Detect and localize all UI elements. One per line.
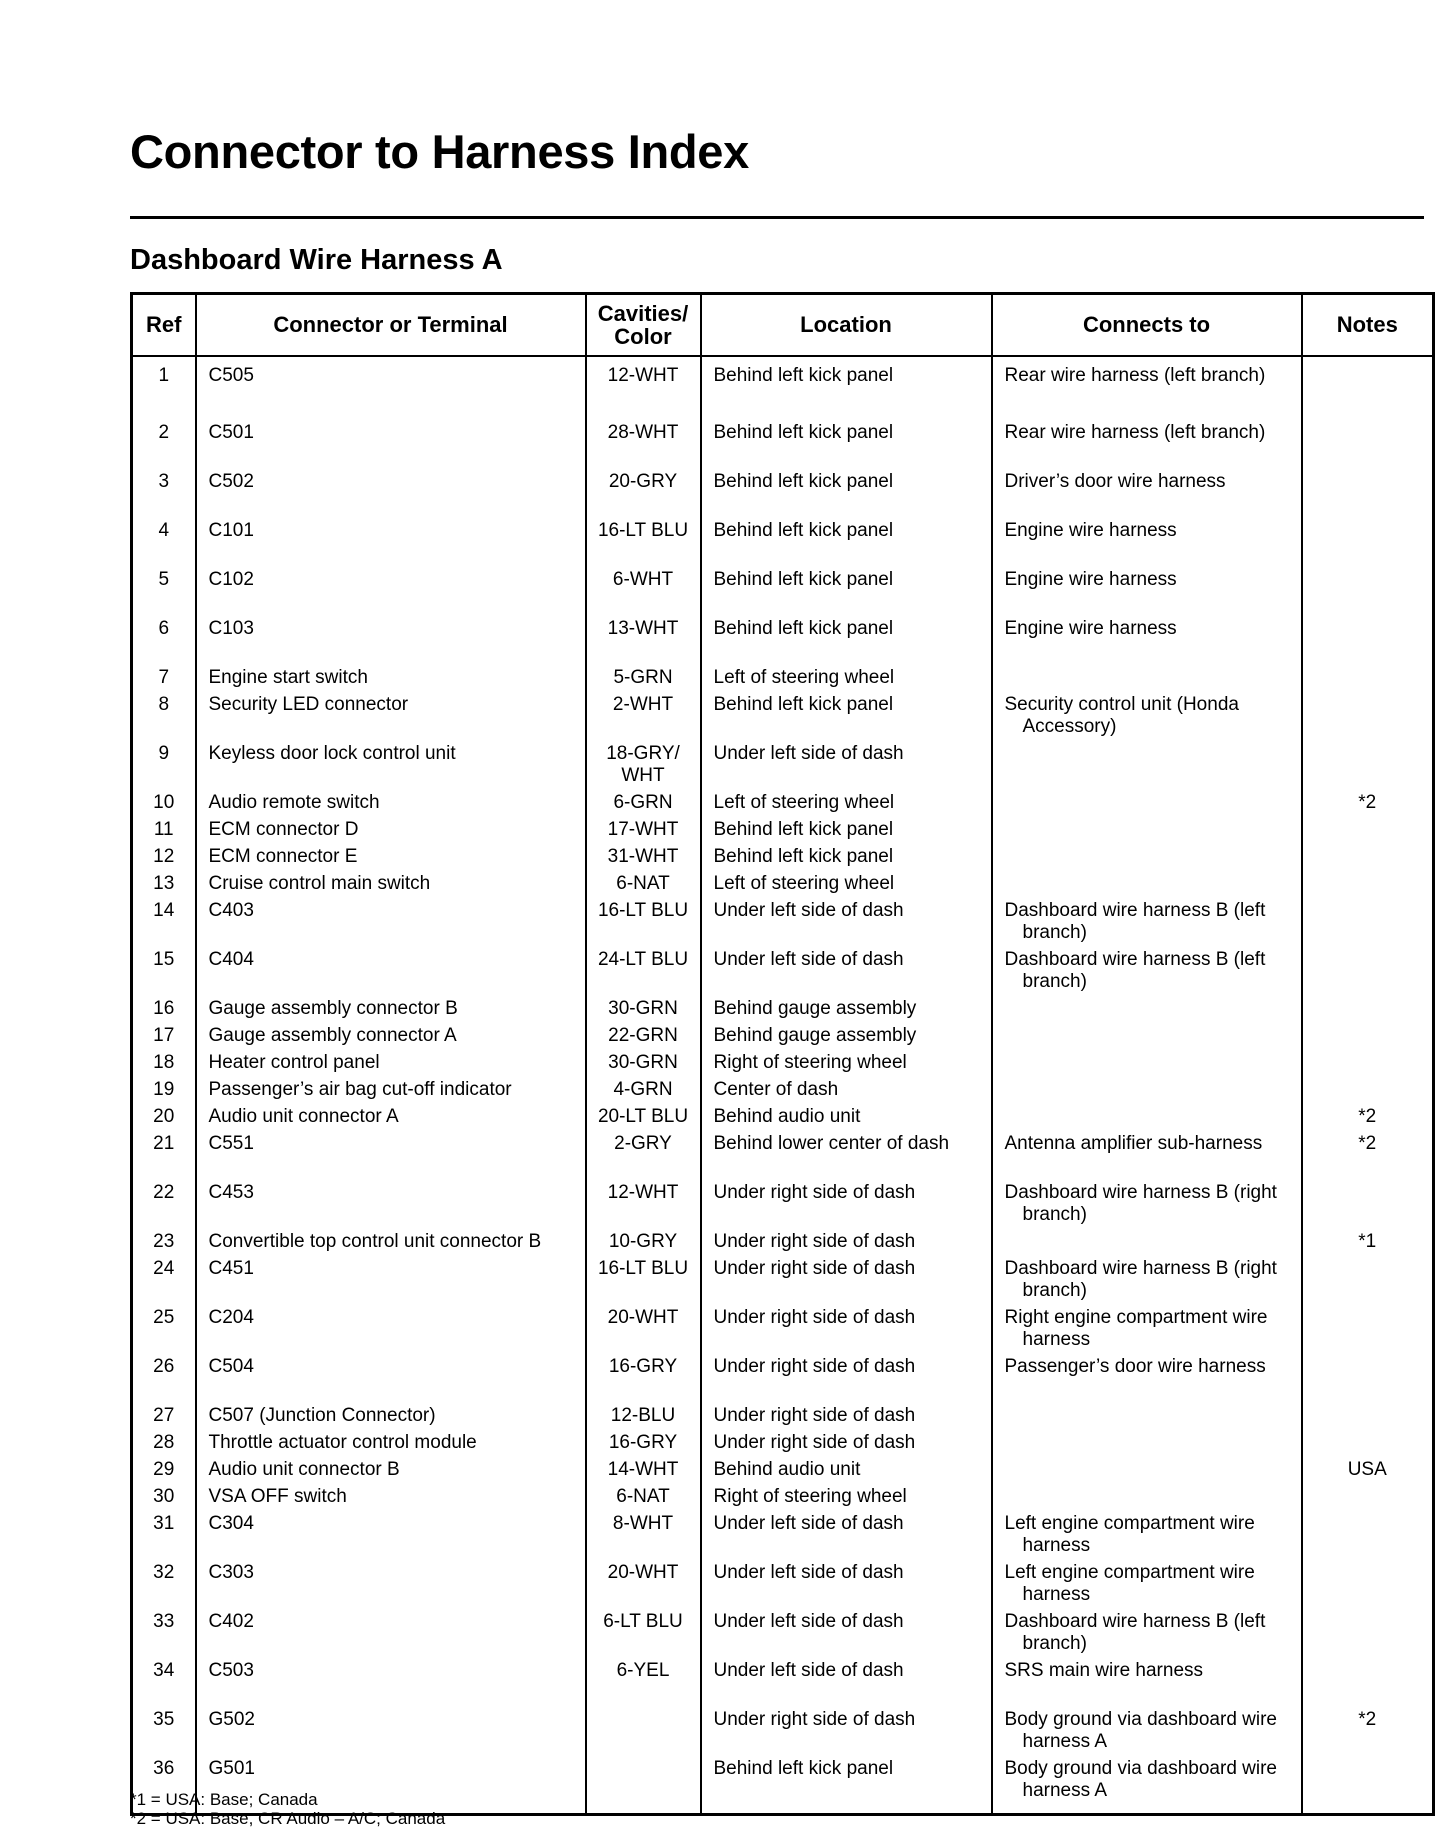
cell-ref: 22 [132, 1182, 196, 1231]
cell-cavities: 20-GRY [586, 471, 701, 520]
cell-connects-to: Dashboard wire harness B (left branch) [992, 1611, 1302, 1660]
cell-notes [1302, 694, 1434, 743]
cell-connects-to [992, 1405, 1302, 1432]
cell-notes [1302, 949, 1434, 998]
table-row [132, 900, 1434, 949]
cell-location: Behind left kick panel [701, 618, 992, 667]
cell-location: Behind left kick panel [701, 694, 992, 743]
cell-ref: 8 [132, 694, 196, 743]
cell-location: Behind left kick panel [701, 819, 992, 846]
cell-connector: Convertible top control unit connector B [196, 1231, 586, 1258]
table-row [132, 1052, 1434, 1079]
cell-notes [1302, 520, 1434, 569]
cell-ref: 1 [132, 356, 196, 422]
col-header-connects-to: Connects to [992, 294, 1302, 357]
cell-connector: G501 [196, 1758, 586, 1815]
cell-cavities: 8-WHT [586, 1513, 701, 1562]
header-row [132, 294, 1434, 357]
table-row [132, 1562, 1434, 1611]
cell-connects-to: Left engine compartment wire harness [992, 1513, 1302, 1562]
cell-location: Behind lower center of dash [701, 1133, 992, 1182]
table-row [132, 422, 1434, 471]
cell-connector: Gauge assembly connector B [196, 998, 586, 1025]
cell-location: Left of steering wheel [701, 667, 992, 694]
cell-location: Under left side of dash [701, 949, 992, 998]
cell-notes [1302, 900, 1434, 949]
cell-notes [1302, 998, 1434, 1025]
cell-connector: Engine start switch [196, 667, 586, 694]
cell-cavities: 2-GRY [586, 1133, 701, 1182]
cell-location: Under right side of dash [701, 1307, 992, 1356]
cell-location: Behind left kick panel [701, 471, 992, 520]
cell-connects-to: Rear wire harness (left branch) [992, 356, 1302, 422]
cell-location: Behind gauge assembly [701, 998, 992, 1025]
cell-connector: C101 [196, 520, 586, 569]
cell-location: Behind left kick panel [701, 569, 992, 618]
cell-cavities: 6-WHT [586, 569, 701, 618]
cell-cavities: 13-WHT [586, 618, 701, 667]
cell-connector: Audio remote switch [196, 792, 586, 819]
table-row [132, 1709, 1434, 1758]
cell-ref: 25 [132, 1307, 196, 1356]
cell-ref: 5 [132, 569, 196, 618]
cell-ref: 34 [132, 1660, 196, 1709]
table-row [132, 1258, 1434, 1307]
section-title: Dashboard Wire Harness A [130, 244, 503, 276]
table-row [132, 1133, 1434, 1182]
cell-ref: 7 [132, 667, 196, 694]
cell-ref: 2 [132, 422, 196, 471]
cell-connector: C451 [196, 1258, 586, 1307]
cell-connects-to: Dashboard wire harness B (right branch) [992, 1182, 1302, 1231]
cell-connects-to: Rear wire harness (left branch) [992, 422, 1302, 471]
table-row [132, 1356, 1434, 1405]
cell-connector: C507 (Junction Connector) [196, 1405, 586, 1432]
cell-ref: 29 [132, 1459, 196, 1486]
cell-connector: Audio unit connector A [196, 1106, 586, 1133]
cell-cavities: 12-WHT [586, 356, 701, 422]
cell-connects-to [992, 1106, 1302, 1133]
cell-connects-to [992, 1486, 1302, 1513]
table-row [132, 792, 1434, 819]
cell-location: Under left side of dash [701, 1611, 992, 1660]
table-row [132, 1182, 1434, 1231]
cell-location: Under left side of dash [701, 900, 992, 949]
cell-location: Under left side of dash [701, 1562, 992, 1611]
cell-cavities: 6-GRN [586, 792, 701, 819]
cell-location: Under left side of dash [701, 1513, 992, 1562]
cell-connector: VSA OFF switch [196, 1486, 586, 1513]
cell-connects-to: Driver’s door wire harness [992, 471, 1302, 520]
cell-connector: C204 [196, 1307, 586, 1356]
col-header-location: Location [701, 294, 992, 357]
cell-connects-to: SRS main wire harness [992, 1660, 1302, 1709]
title-divider [130, 216, 1424, 219]
cell-connector: C503 [196, 1660, 586, 1709]
cell-cavities [586, 1709, 701, 1758]
cell-connector: C403 [196, 900, 586, 949]
cell-ref: 24 [132, 1258, 196, 1307]
cell-connector: C505 [196, 356, 586, 422]
cell-connects-to [992, 1432, 1302, 1459]
cell-notes [1302, 1052, 1434, 1079]
harness-table [130, 292, 1435, 1816]
cell-connects-to: Antenna amplifier sub-harness [992, 1133, 1302, 1182]
cell-cavities [586, 1758, 701, 1815]
cell-location: Under right side of dash [701, 1432, 992, 1459]
cell-notes [1302, 1432, 1434, 1459]
cell-connector: C453 [196, 1182, 586, 1231]
table-row [132, 873, 1434, 900]
cell-connector: Security LED connector [196, 694, 586, 743]
cell-cavities: 17-WHT [586, 819, 701, 846]
cell-location: Behind audio unit [701, 1459, 992, 1486]
cell-location: Behind left kick panel [701, 520, 992, 569]
table-row [132, 846, 1434, 873]
cell-ref: 32 [132, 1562, 196, 1611]
cell-notes [1302, 1758, 1434, 1815]
cell-connects-to [992, 998, 1302, 1025]
cell-ref: 20 [132, 1106, 196, 1133]
cell-connects-to [992, 1231, 1302, 1258]
cell-ref: 27 [132, 1405, 196, 1432]
cell-ref: 18 [132, 1052, 196, 1079]
cell-cavities: 16-LT BLU [586, 900, 701, 949]
cell-ref: 10 [132, 792, 196, 819]
cell-connector: ECM connector E [196, 846, 586, 873]
cell-ref: 12 [132, 846, 196, 873]
cell-connects-to: Engine wire harness [992, 618, 1302, 667]
cell-ref: 15 [132, 949, 196, 998]
cell-ref: 17 [132, 1025, 196, 1052]
table-row [132, 356, 1434, 422]
cell-location: Under right side of dash [701, 1258, 992, 1307]
table-row [132, 569, 1434, 618]
cell-notes [1302, 471, 1434, 520]
cell-connects-to [992, 1025, 1302, 1052]
cell-connector: C501 [196, 422, 586, 471]
cell-connector: C304 [196, 1513, 586, 1562]
cell-notes [1302, 1486, 1434, 1513]
cell-notes [1302, 356, 1434, 422]
cell-location: Left of steering wheel [701, 873, 992, 900]
cell-ref: 23 [132, 1231, 196, 1258]
cell-connector: Heater control panel [196, 1052, 586, 1079]
cell-connector: Cruise control main switch [196, 873, 586, 900]
cell-ref: 19 [132, 1079, 196, 1106]
cell-notes [1302, 873, 1434, 900]
cell-notes [1302, 1307, 1434, 1356]
cell-notes [1302, 1513, 1434, 1562]
table-row [132, 1660, 1434, 1709]
cell-location: Right of steering wheel [701, 1486, 992, 1513]
cell-connector: C103 [196, 618, 586, 667]
cell-connects-to [992, 1459, 1302, 1486]
cell-cavities: 24-LT BLU [586, 949, 701, 998]
cell-ref: 11 [132, 819, 196, 846]
cell-ref: 35 [132, 1709, 196, 1758]
cell-connects-to: Dashboard wire harness B (right branch) [992, 1258, 1302, 1307]
cell-connects-to: Body ground via dashboard wire harness A [992, 1758, 1302, 1815]
cell-notes [1302, 422, 1434, 471]
cell-cavities: 20-LT BLU [586, 1106, 701, 1133]
cell-notes: *2 [1302, 792, 1434, 819]
cell-ref: 30 [132, 1486, 196, 1513]
cell-location: Center of dash [701, 1079, 992, 1106]
table-row [132, 1307, 1434, 1356]
table-row [132, 1513, 1434, 1562]
cell-location: Behind audio unit [701, 1106, 992, 1133]
cell-connector: Throttle actuator control module [196, 1432, 586, 1459]
cell-location: Under right side of dash [701, 1709, 992, 1758]
cell-connector: Passenger’s air bag cut-off indicator [196, 1079, 586, 1106]
cell-connector: C502 [196, 471, 586, 520]
footnote: *2 = USA: Base, CR Audio – A/C; Canada [130, 1809, 446, 1828]
cell-cavities: 14-WHT [586, 1459, 701, 1486]
cell-cavities: 16-GRY [586, 1432, 701, 1459]
cell-location: Behind left kick panel [701, 356, 992, 422]
cell-connector: C551 [196, 1133, 586, 1182]
cell-notes [1302, 1611, 1434, 1660]
table-row [132, 1432, 1434, 1459]
cell-cavities: 6-NAT [586, 873, 701, 900]
cell-location: Under right side of dash [701, 1405, 992, 1432]
cell-connects-to [992, 792, 1302, 819]
cell-connects-to [992, 743, 1302, 792]
cell-notes [1302, 1079, 1434, 1106]
table-row [132, 743, 1434, 792]
col-header-ref: Ref [132, 294, 196, 357]
table-row [132, 520, 1434, 569]
table-row [132, 1231, 1434, 1258]
cell-cavities: 16-GRY [586, 1356, 701, 1405]
cell-cavities: 16-LT BLU [586, 1258, 701, 1307]
cell-location: Under right side of dash [701, 1182, 992, 1231]
cell-ref: 13 [132, 873, 196, 900]
cell-location: Left of steering wheel [701, 792, 992, 819]
cell-notes: *1 [1302, 1231, 1434, 1258]
cell-location: Under left side of dash [701, 1660, 992, 1709]
page-title: Connector to Harness Index [130, 125, 749, 178]
cell-cavities: 4-GRN [586, 1079, 701, 1106]
cell-cavities: 6-NAT [586, 1486, 701, 1513]
cell-connects-to [992, 873, 1302, 900]
table-row [132, 1079, 1434, 1106]
cell-connector: C402 [196, 1611, 586, 1660]
cell-cavities: 2-WHT [586, 694, 701, 743]
cell-notes: *2 [1302, 1133, 1434, 1182]
cell-notes [1302, 569, 1434, 618]
cell-cavities: 5-GRN [586, 667, 701, 694]
cell-cavities: 20-WHT [586, 1562, 701, 1611]
cell-notes [1302, 846, 1434, 873]
cell-connector: Gauge assembly connector A [196, 1025, 586, 1052]
footnote: *1 = USA: Base; Canada [130, 1790, 318, 1809]
cell-cavities: 12-WHT [586, 1182, 701, 1231]
cell-connects-to: Body ground via dashboard wire harness A [992, 1709, 1302, 1758]
cell-cavities: 6-LT BLU [586, 1611, 701, 1660]
cell-connector: C102 [196, 569, 586, 618]
cell-notes: *2 [1302, 1709, 1434, 1758]
cell-connects-to [992, 667, 1302, 694]
cell-notes [1302, 1660, 1434, 1709]
cell-notes: USA [1302, 1459, 1434, 1486]
table-row [132, 1106, 1434, 1133]
table-row [132, 694, 1434, 743]
cell-ref: 6 [132, 618, 196, 667]
cell-connector: C504 [196, 1356, 586, 1405]
cell-connector: C404 [196, 949, 586, 998]
cell-cavities: 12-BLU [586, 1405, 701, 1432]
cell-ref: 3 [132, 471, 196, 520]
cell-notes [1302, 618, 1434, 667]
cell-location: Behind left kick panel [701, 1758, 992, 1815]
cell-ref: 28 [132, 1432, 196, 1459]
table-row [132, 1025, 1434, 1052]
footnotes [130, 1790, 445, 1828]
table-row [132, 998, 1434, 1025]
cell-ref: 21 [132, 1133, 196, 1182]
cell-notes: *2 [1302, 1106, 1434, 1133]
cell-ref: 36 [132, 1758, 196, 1815]
col-header-connector: Connector or Terminal [196, 294, 586, 357]
cell-cavities: 22-GRN [586, 1025, 701, 1052]
cell-notes [1302, 1562, 1434, 1611]
cell-notes [1302, 667, 1434, 694]
cell-connects-to: Dashboard wire harness B (left branch) [992, 900, 1302, 949]
table-row [132, 949, 1434, 998]
cell-connects-to [992, 1079, 1302, 1106]
col-header-cavities: Cavities/ Color [586, 294, 701, 357]
cell-cavities: 31-WHT [586, 846, 701, 873]
cell-location: Under right side of dash [701, 1356, 992, 1405]
cell-notes [1302, 743, 1434, 792]
cell-cavities: 28-WHT [586, 422, 701, 471]
cell-connects-to [992, 819, 1302, 846]
cell-connects-to: Engine wire harness [992, 520, 1302, 569]
cell-connector: Audio unit connector B [196, 1459, 586, 1486]
cell-connects-to [992, 846, 1302, 873]
cell-cavities: 18-GRY/ WHT [586, 743, 701, 792]
cell-notes [1302, 819, 1434, 846]
cell-connects-to: Engine wire harness [992, 569, 1302, 618]
cell-notes [1302, 1182, 1434, 1231]
cell-notes [1302, 1025, 1434, 1052]
cell-cavities: 16-LT BLU [586, 520, 701, 569]
cell-location: Behind gauge assembly [701, 1025, 992, 1052]
cell-location: Behind left kick panel [701, 846, 992, 873]
cell-ref: 33 [132, 1611, 196, 1660]
cell-cavities: 10-GRY [586, 1231, 701, 1258]
cell-notes [1302, 1258, 1434, 1307]
cell-location: Under right side of dash [701, 1231, 992, 1258]
table-row [132, 471, 1434, 520]
table-row [132, 667, 1434, 694]
table-row [132, 618, 1434, 667]
cell-cavities: 30-GRN [586, 998, 701, 1025]
cell-cavities: 20-WHT [586, 1307, 701, 1356]
cell-connects-to: Right engine compartment wire harness [992, 1307, 1302, 1356]
table-row [132, 1486, 1434, 1513]
cell-connects-to: Security control unit (Honda Accessory) [992, 694, 1302, 743]
cell-notes [1302, 1356, 1434, 1405]
cell-location: Behind left kick panel [701, 422, 992, 471]
cell-ref: 4 [132, 520, 196, 569]
cell-connector: Keyless door lock control unit [196, 743, 586, 792]
cell-connector: G502 [196, 1709, 586, 1758]
cell-ref: 26 [132, 1356, 196, 1405]
cell-cavities: 30-GRN [586, 1052, 701, 1079]
cell-notes [1302, 1405, 1434, 1432]
cell-connects-to: Dashboard wire harness B (left branch) [992, 949, 1302, 998]
cell-connects-to: Passenger’s door wire harness [992, 1356, 1302, 1405]
cell-location: Under left side of dash [701, 743, 992, 792]
table-row [132, 819, 1434, 846]
cell-connects-to [992, 1052, 1302, 1079]
cell-connector: C303 [196, 1562, 586, 1611]
table-row [132, 1459, 1434, 1486]
table-row [132, 1611, 1434, 1660]
cell-cavities: 6-YEL [586, 1660, 701, 1709]
cell-connects-to: Left engine compartment wire harness [992, 1562, 1302, 1611]
cell-ref: 9 [132, 743, 196, 792]
cell-ref: 14 [132, 900, 196, 949]
table-row [132, 1405, 1434, 1432]
cell-ref: 31 [132, 1513, 196, 1562]
cell-connector: ECM connector D [196, 819, 586, 846]
cell-ref: 16 [132, 998, 196, 1025]
col-header-notes: Notes [1302, 294, 1434, 357]
cell-location: Right of steering wheel [701, 1052, 992, 1079]
